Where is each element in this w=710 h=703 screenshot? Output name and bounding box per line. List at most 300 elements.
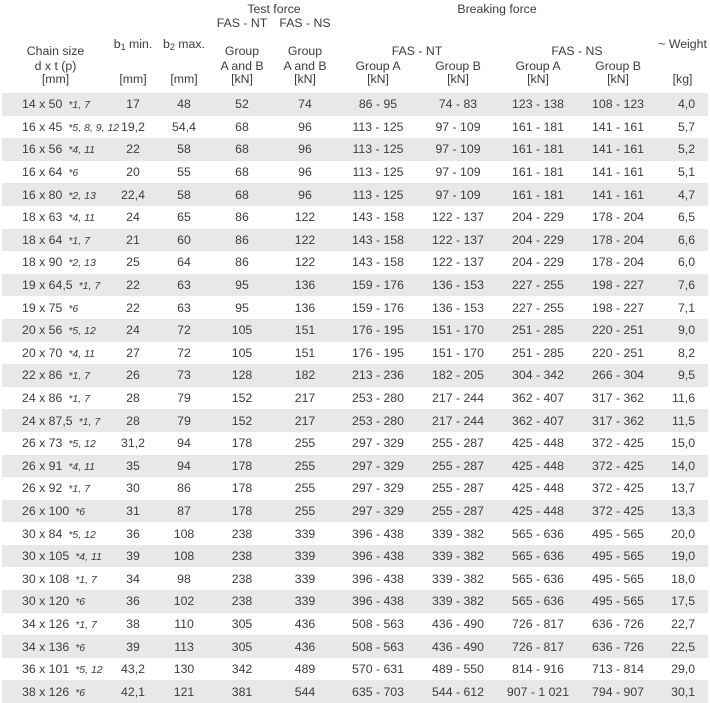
weight-cell: 6,0	[657, 251, 708, 274]
test-force-ns-cell: 436	[273, 613, 337, 636]
b1-min-cell: 30	[109, 477, 157, 500]
b1-min-cell: 36	[109, 522, 157, 545]
breaking-force-header: Breaking force	[457, 2, 537, 16]
weight-cell: 7,6	[657, 274, 708, 297]
breaking-ns-group-a-cell: 227 - 255	[497, 274, 579, 297]
weight-cell: 4,0	[657, 93, 708, 116]
breaking-ns-group-a-cell: 304 - 342	[497, 364, 579, 387]
breaking-nt-group-b-cell: 436 - 490	[419, 635, 497, 658]
chain-size-cell	[2, 387, 109, 410]
chain-size-value: 36 x 101	[22, 662, 70, 677]
b2-max-cell: 86	[157, 477, 211, 500]
breaking-nt-group-a-cell: 143 - 158	[337, 206, 419, 229]
chain-size-footnote: *5, 12	[68, 528, 96, 541]
b1-min-cell: 19,2	[109, 116, 157, 139]
chain-size-value: 14 x 50	[22, 97, 63, 112]
table-row	[2, 116, 708, 139]
b1-min-cell: 21	[109, 229, 157, 252]
breaking-ns-group-b-cell: 636 - 726	[579, 613, 657, 636]
chain-size-footnote: *1, 7	[68, 483, 90, 496]
breaking-nt-group-a-cell: 113 - 125	[337, 138, 419, 161]
chain-size-cell	[2, 613, 109, 636]
b2-max-cell: 110	[157, 613, 211, 636]
weight-cell: 5,7	[657, 116, 708, 139]
breaking-ns-group-a-cell: 204 - 229	[497, 229, 579, 252]
breaking-nt-group-a-cell: 86 - 95	[337, 93, 419, 116]
breaking-ns-group-a-cell: 565 - 636	[497, 545, 579, 568]
chain-size-cell	[2, 161, 109, 184]
test-nt-ab-header: A and B	[220, 59, 264, 73]
breaking-ns-group-b-cell: 141 - 161	[579, 116, 657, 139]
chain-size-cell	[2, 296, 109, 319]
chain-size-cell	[2, 319, 109, 342]
breaking-nt-group-b-cell: 97 - 109	[419, 161, 497, 184]
table-row	[2, 274, 708, 297]
table-row	[2, 455, 708, 478]
test-force-nt-cell: 68	[211, 116, 273, 139]
chain-size-footnote: *4, 11	[68, 347, 96, 360]
breaking-nt-group-b-cell: 122 - 137	[419, 251, 497, 274]
test-force-ns-cell: 96	[273, 183, 337, 206]
chain-size-value: 24 x 86	[22, 391, 63, 406]
chain-size-label: Chain size	[26, 44, 85, 58]
chain-size-value: 34 x 136	[22, 639, 70, 654]
chain-size-value: 16 x 64	[22, 165, 63, 180]
b2-max-cell: 48	[157, 93, 211, 116]
breaking-nt-group-a-cell: 143 - 158	[337, 251, 419, 274]
breaking-nt-group-b-cell: 217 - 244	[419, 409, 497, 432]
test-force-ns-cell: 255	[273, 477, 337, 500]
breaking-ns-group-b-cell: 198 - 227	[579, 296, 657, 319]
chain-size-cell	[2, 432, 109, 455]
break-ns-group-b-header: Group B	[595, 59, 641, 73]
weight-cell: 22,7	[657, 613, 708, 636]
chain-size-footnote: *6	[75, 596, 86, 609]
chain-size-footnote: *2, 13	[68, 257, 96, 270]
table-row	[2, 138, 708, 161]
chain-size-footnote: *2, 13	[68, 189, 96, 202]
b2-symbol: b	[163, 37, 170, 51]
breaking-nt-group-b-cell: 339 - 382	[419, 590, 497, 613]
test-force-nt-cell: 95	[211, 296, 273, 319]
breaking-nt-group-a-cell: 396 - 438	[337, 590, 419, 613]
test-force-nt-cell: 342	[211, 658, 273, 681]
test-force-ns-cell: 255	[273, 455, 337, 478]
breaking-nt-group-b-cell: 255 - 287	[419, 455, 497, 478]
b2-max-header	[157, 31, 211, 73]
breaking-nt-group-b-cell: 217 - 244	[419, 387, 497, 410]
breaking-nt-group-b-cell: 255 - 287	[419, 500, 497, 523]
breaking-nt-group-a-cell: 253 - 280	[337, 387, 419, 410]
break-fas-ns-header: FAS - NS	[551, 44, 603, 58]
unit-test-ns: [kN]	[294, 72, 316, 86]
chain-size-cell	[2, 138, 109, 161]
test-force-nt-cell: 105	[211, 319, 273, 342]
b1-min-cell: 22,4	[109, 183, 157, 206]
table-row	[2, 635, 708, 658]
breaking-ns-group-b-cell: 794 - 907	[579, 680, 657, 703]
breaking-nt-group-a-cell: 159 - 176	[337, 274, 419, 297]
weight-cell: 13,7	[657, 477, 708, 500]
test-force-nt-cell: 238	[211, 590, 273, 613]
b2-max-cell: 102	[157, 590, 211, 613]
chain-size-cell	[2, 342, 109, 365]
breaking-ns-group-a-cell: 204 - 229	[497, 206, 579, 229]
table-row	[2, 93, 708, 116]
breaking-ns-group-b-cell: 198 - 227	[579, 274, 657, 297]
test-force-nt-cell: 52	[211, 93, 273, 116]
table-row	[2, 500, 708, 523]
test-force-nt-cell: 381	[211, 680, 273, 703]
breaking-nt-group-a-cell: 213 - 236	[337, 364, 419, 387]
b2-max-cell: 58	[157, 138, 211, 161]
chain-size-value: 18 x 63	[22, 210, 63, 225]
b1-min-cell: 17	[109, 93, 157, 116]
chain-size-value: 16 x 56	[22, 142, 63, 157]
breaking-ns-group-b-cell: 495 - 565	[579, 590, 657, 613]
chain-size-value: 24 x 87,5	[22, 413, 73, 428]
test-force-ns-cell: 96	[273, 116, 337, 139]
breaking-nt-group-b-cell: 436 - 490	[419, 613, 497, 636]
table-row	[2, 183, 708, 206]
breaking-nt-group-a-cell: 635 - 703	[337, 680, 419, 703]
b1-min-cell: 20	[109, 161, 157, 184]
breaking-nt-group-b-cell: 136 - 153	[419, 296, 497, 319]
weight-cell: 30,1	[657, 680, 708, 703]
table-row	[2, 522, 708, 545]
b2-max-cell: 63	[157, 296, 211, 319]
breaking-nt-group-a-cell: 396 - 438	[337, 567, 419, 590]
breaking-nt-group-b-cell: 97 - 109	[419, 183, 497, 206]
breaking-ns-group-a-cell: 161 - 181	[497, 138, 579, 161]
chain-size-cell	[2, 500, 109, 523]
chain-size-footnote: *4, 11	[68, 212, 96, 225]
chain-size-cell	[2, 251, 109, 274]
b2-suffix: max.	[174, 37, 205, 51]
breaking-ns-group-b-cell: 220 - 251	[579, 319, 657, 342]
breaking-nt-group-a-cell: 570 - 631	[337, 658, 419, 681]
breaking-nt-group-b-cell: 339 - 382	[419, 545, 497, 568]
breaking-ns-group-a-cell: 565 - 636	[497, 567, 579, 590]
weight-cell: 9,5	[657, 364, 708, 387]
chain-size-value: 26 x 100	[22, 503, 70, 518]
breaking-ns-group-a-cell: 251 - 285	[497, 342, 579, 365]
unit-break-nt-a: [kN]	[367, 72, 389, 86]
breaking-ns-group-b-cell: 495 - 565	[579, 567, 657, 590]
test-fas-ns-header: FAS - NS	[279, 16, 331, 30]
table-row	[2, 387, 708, 410]
weight-cell: 6,5	[657, 206, 708, 229]
chain-size-header	[2, 31, 109, 58]
test-ns-ab-header: A and B	[283, 59, 327, 73]
table-row	[2, 161, 708, 184]
chain-size-footnote: *1, 7	[75, 573, 97, 586]
breaking-nt-group-b-cell: 151 - 170	[419, 319, 497, 342]
test-force-ns-cell: 339	[273, 567, 337, 590]
chain-size-footnote: *4, 11	[68, 460, 96, 473]
b2-max-cell: 113	[157, 635, 211, 658]
b2-max-cell: 79	[157, 387, 211, 410]
weight-cell: 4,7	[657, 183, 708, 206]
breaking-ns-group-a-cell: 362 - 407	[497, 409, 579, 432]
weight-cell: 5,2	[657, 138, 708, 161]
chain-size-value: 18 x 64	[22, 232, 63, 247]
chain-spec-table	[2, 0, 708, 703]
chain-size-footnote: *1, 7	[78, 280, 101, 293]
b1-min-cell: 31	[109, 500, 157, 523]
chain-size-footnote: *1, 7	[68, 393, 90, 406]
chain-size-value: 38 x 126	[22, 684, 70, 699]
chain-size-value: 16 x 80	[22, 187, 63, 202]
chain-size-cell	[2, 455, 109, 478]
b1-min-cell: 31,2	[109, 432, 157, 455]
test-force-ns-cell: 122	[273, 251, 337, 274]
test-force-nt-cell: 68	[211, 161, 273, 184]
test-force-ns-cell: 151	[273, 342, 337, 365]
breaking-nt-group-a-cell: 113 - 125	[337, 161, 419, 184]
chain-size-footnote: *5, 12	[68, 438, 96, 451]
test-force-nt-cell: 238	[211, 522, 273, 545]
breaking-ns-group-b-cell: 495 - 565	[579, 545, 657, 568]
weight-cell: 7,1	[657, 296, 708, 319]
chain-dims-label: d x t (p)	[34, 59, 77, 73]
breaking-ns-group-b-cell: 713 - 814	[579, 658, 657, 681]
b2-max-cell: 108	[157, 522, 211, 545]
b1-min-cell: 27	[109, 342, 157, 365]
breaking-ns-group-b-cell: 495 - 565	[579, 522, 657, 545]
breaking-ns-group-a-cell: 907 - 1 021	[497, 680, 579, 703]
test-force-nt-cell: 178	[211, 455, 273, 478]
test-force-ns-cell: 182	[273, 364, 337, 387]
chain-size-value: 20 x 70	[22, 345, 63, 360]
breaking-ns-group-a-cell: 425 - 448	[497, 477, 579, 500]
chain-size-value: 20 x 56	[22, 323, 63, 338]
chain-size-cell	[2, 229, 109, 252]
break-fas-nt-header: FAS - NT	[391, 44, 443, 58]
breaking-ns-group-a-cell: 565 - 636	[497, 590, 579, 613]
b1-suffix: min.	[125, 37, 153, 51]
table-row	[2, 229, 708, 252]
chain-size-footnote: *1, 7	[68, 370, 90, 383]
table-body	[2, 93, 708, 703]
chain-size-value: 30 x 105	[22, 549, 70, 564]
break-nt-group-b-header: Group B	[435, 59, 481, 73]
b1-min-cell: 35	[109, 455, 157, 478]
b2-max-cell: 130	[157, 658, 211, 681]
chain-size-value: 34 x 126	[22, 616, 70, 631]
test-force-nt-cell: 178	[211, 432, 273, 455]
breaking-nt-group-b-cell: 255 - 287	[419, 432, 497, 455]
b2-max-cell: 55	[157, 161, 211, 184]
breaking-nt-group-a-cell: 159 - 176	[337, 296, 419, 319]
chain-size-footnote: *6	[75, 686, 86, 699]
unit-weight: [kg]	[672, 72, 693, 86]
chain-size-cell	[2, 183, 109, 206]
weight-cell: 9,0	[657, 319, 708, 342]
chain-size-footnote: *6	[75, 505, 86, 518]
weight-cell: 20,0	[657, 522, 708, 545]
breaking-nt-group-b-cell: 544 - 612	[419, 680, 497, 703]
test-force-nt-cell: 86	[211, 229, 273, 252]
b1-subscript: 1	[120, 42, 126, 52]
chain-size-cell	[2, 274, 109, 297]
breaking-ns-group-a-cell: 123 - 138	[497, 93, 579, 116]
breaking-ns-group-b-cell: 372 - 425	[579, 432, 657, 455]
chain-size-footnote: *5, 12	[68, 325, 96, 338]
breaking-ns-group-a-cell: 726 - 817	[497, 635, 579, 658]
test-force-nt-cell: 68	[211, 138, 273, 161]
weight-cell: 19,0	[657, 545, 708, 568]
chain-size-value: 30 x 84	[22, 526, 63, 541]
b1-min-cell: 39	[109, 545, 157, 568]
b2-max-cell: 72	[157, 319, 211, 342]
test-force-ns-cell: 96	[273, 161, 337, 184]
chain-size-footnote: *6	[68, 167, 79, 180]
test-force-ns-cell: 122	[273, 229, 337, 252]
chain-size-cell	[2, 409, 109, 432]
table-row	[2, 613, 708, 636]
b2-max-cell: 121	[157, 680, 211, 703]
test-force-nt-cell: 178	[211, 500, 273, 523]
table-row	[2, 658, 708, 681]
test-force-nt-cell: 86	[211, 251, 273, 274]
test-force-ns-cell: 255	[273, 432, 337, 455]
chain-size-value: 26 x 92	[22, 481, 63, 496]
chain-size-footnote: *4, 11	[68, 144, 96, 157]
b1-min-cell: 25	[109, 251, 157, 274]
breaking-ns-group-a-cell: 425 - 448	[497, 455, 579, 478]
chain-size-cell	[2, 116, 120, 139]
test-force-ns-cell: 339	[273, 590, 337, 613]
b2-max-cell: 98	[157, 567, 211, 590]
test-fas-nt-header: FAS - NT	[216, 16, 268, 30]
b1-min-cell: 28	[109, 387, 157, 410]
unit-size: [mm]	[41, 72, 70, 86]
breaking-ns-group-b-cell: 108 - 123	[579, 93, 657, 116]
table-row	[2, 545, 708, 568]
breaking-ns-group-a-cell: 425 - 448	[497, 432, 579, 455]
b2-max-cell: 64	[157, 251, 211, 274]
breaking-ns-group-a-cell: 565 - 636	[497, 522, 579, 545]
test-force-nt-cell: 238	[211, 567, 273, 590]
chain-size-cell	[2, 93, 109, 116]
b2-max-cell: 79	[157, 409, 211, 432]
chain-size-value: 22 x 86	[22, 368, 63, 383]
breaking-ns-group-b-cell: 636 - 726	[579, 635, 657, 658]
table-row	[2, 590, 708, 613]
table-row	[2, 251, 708, 274]
b1-min-cell: 42,1	[109, 680, 157, 703]
breaking-ns-group-b-cell: 372 - 425	[579, 455, 657, 478]
breaking-ns-group-a-cell: 161 - 181	[497, 116, 579, 139]
table-row	[2, 319, 708, 342]
breaking-ns-group-b-cell: 178 - 204	[579, 206, 657, 229]
breaking-ns-group-a-cell: 726 - 817	[497, 613, 579, 636]
breaking-nt-group-a-cell: 253 - 280	[337, 409, 419, 432]
chain-size-cell	[2, 567, 109, 590]
weight-cell: 22,5	[657, 635, 708, 658]
b2-max-cell: 60	[157, 229, 211, 252]
table-row	[2, 364, 708, 387]
chain-size-footnote: *1, 7	[68, 234, 90, 247]
test-force-header: Test force	[247, 2, 301, 16]
test-force-ns-cell: 339	[273, 545, 337, 568]
weight-cell: 6,6	[657, 229, 708, 252]
breaking-nt-group-b-cell: 339 - 382	[419, 522, 497, 545]
b1-min-cell: 28	[109, 409, 157, 432]
chain-size-footnote: *1, 7	[75, 618, 97, 631]
breaking-nt-group-a-cell: 396 - 438	[337, 522, 419, 545]
test-force-ns-cell: 544	[273, 680, 337, 703]
b1-min-cell: 38	[109, 613, 157, 636]
breaking-ns-group-b-cell: 178 - 204	[579, 229, 657, 252]
test-force-nt-cell: 152	[211, 387, 273, 410]
chain-size-footnote: *5, 8, 9, 12	[68, 121, 120, 134]
b2-max-cell: 73	[157, 364, 211, 387]
weight-cell: 29,0	[657, 658, 708, 681]
table-row	[2, 206, 708, 229]
b2-max-cell: 87	[157, 500, 211, 523]
test-force-ns-cell: 96	[273, 138, 337, 161]
weight-cell: 18,0	[657, 567, 708, 590]
breaking-ns-group-b-cell: 317 - 362	[579, 387, 657, 410]
breaking-nt-group-a-cell: 176 - 195	[337, 342, 419, 365]
table-row	[2, 409, 708, 432]
break-ns-group-a-header: Group A	[515, 59, 561, 73]
breaking-nt-group-b-cell: 489 - 550	[419, 658, 497, 681]
weight-cell: 13,3	[657, 500, 708, 523]
unit-break-nt-b: [kN]	[447, 72, 469, 86]
b1-symbol: b	[113, 37, 121, 51]
test-force-ns-cell: 217	[273, 387, 337, 410]
table-row	[2, 296, 708, 319]
table-row	[2, 567, 708, 590]
chain-size-cell	[2, 635, 109, 658]
b2-max-cell: 108	[157, 545, 211, 568]
breaking-nt-group-a-cell: 508 - 563	[337, 613, 419, 636]
test-force-nt-cell: 86	[211, 206, 273, 229]
weight-cell: 11,6	[657, 387, 708, 410]
b1-min-header	[109, 31, 157, 73]
chain-size-cell	[2, 658, 109, 681]
test-force-nt-cell: 105	[211, 342, 273, 365]
unit-test-nt: [kN]	[231, 72, 253, 86]
b2-max-cell: 65	[157, 206, 211, 229]
chain-size-cell	[2, 206, 109, 229]
chain-size-value: 18 x 90	[22, 255, 63, 270]
b1-min-cell: 22	[109, 296, 157, 319]
test-force-ns-cell: 136	[273, 296, 337, 319]
breaking-ns-group-a-cell: 425 - 448	[497, 500, 579, 523]
weight-cell: 15,0	[657, 432, 708, 455]
breaking-nt-group-a-cell: 508 - 563	[337, 635, 419, 658]
b1-min-cell: 43,2	[109, 658, 157, 681]
chain-size-cell	[2, 545, 109, 568]
test-force-ns-cell: 122	[273, 206, 337, 229]
breaking-nt-group-b-cell: 122 - 137	[419, 229, 497, 252]
b1-min-cell: 24	[109, 319, 157, 342]
b1-min-cell: 22	[109, 274, 157, 297]
b1-min-cell: 36	[109, 590, 157, 613]
test-force-ns-cell: 255	[273, 500, 337, 523]
breaking-nt-group-a-cell: 113 - 125	[337, 116, 419, 139]
breaking-nt-group-b-cell: 97 - 109	[419, 138, 497, 161]
b2-max-cell: 63	[157, 274, 211, 297]
breaking-ns-group-a-cell: 161 - 181	[497, 161, 579, 184]
b2-max-cell: 94	[157, 432, 211, 455]
chain-size-value: 26 x 91	[22, 458, 63, 473]
breaking-ns-group-a-cell: 814 - 916	[497, 658, 579, 681]
